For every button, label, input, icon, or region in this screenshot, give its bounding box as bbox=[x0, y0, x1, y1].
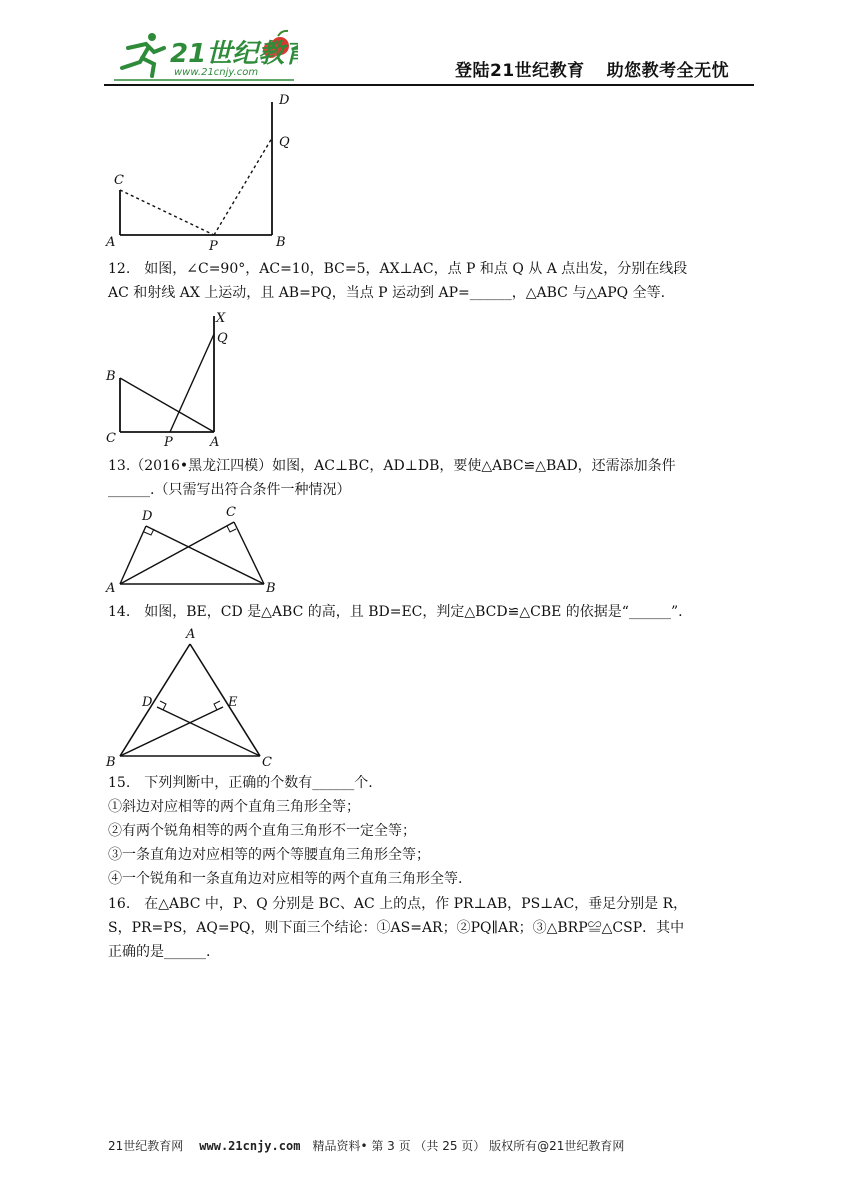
page-footer bbox=[108, 1137, 624, 1154]
q12-line2: AC 和射线 AX 上运动，且 AB=PQ，当点 P 运动到 AP=______，△ABC 与△APQ 全等. bbox=[108, 285, 666, 301]
label-B: B bbox=[106, 755, 116, 770]
segment-AC bbox=[120, 522, 234, 584]
segment-CB bbox=[234, 522, 264, 584]
q16-line1: 16. 在△ABC 中，P、Q 分别是 BC、AC 上的点，作 PR⊥AB，PS⊥AC，垂足分别是 R， bbox=[108, 896, 688, 912]
q13-line2: ______.（只需写出符合条件一种情况） bbox=[108, 482, 351, 498]
q16-line3: 正确的是______. bbox=[108, 944, 211, 960]
segment-DB bbox=[146, 526, 264, 584]
q15-item3: ③一条直角边对应相等的两个等腰直角三角形全等； bbox=[108, 847, 430, 863]
footer-right: 精品资料• 第 3 页 （共 25 页） 版权所有@21世纪教育网 bbox=[312, 1139, 625, 1153]
q13-line1: 13.（2016•黑龙江四模）如图，AC⊥BC，AD⊥DB，要使△ABC≌△BAD，还需添加条件 bbox=[108, 458, 676, 474]
header-divider bbox=[104, 84, 754, 86]
header-slogan bbox=[455, 56, 729, 81]
label-B: B bbox=[106, 369, 116, 384]
right-angle-mark-C bbox=[227, 526, 236, 532]
label-C: C bbox=[114, 173, 124, 188]
label-A: A bbox=[106, 235, 116, 250]
label-A: A bbox=[210, 435, 220, 448]
q16-line2: S，PR=PS，AQ=PQ，则下面三个结论：①AS=AR；②PQ∥AR；③△BRP≌△CSP．其中 bbox=[108, 920, 685, 936]
q14-line1: 14. 如图，BE，CD 是△ABC 的高，且 BD=EC，判定△BCD≌△CBE 的依据是“______”. bbox=[108, 604, 683, 620]
segment-CP bbox=[120, 190, 214, 235]
q15-line1: 15. 下列判断中，正确的个数有______个. bbox=[108, 775, 373, 791]
q15-item4: ④一个锐角和一条直角边对应相等的两个直角三角形全等. bbox=[108, 871, 463, 887]
segment-PQ bbox=[170, 334, 214, 432]
label-D: D bbox=[279, 93, 290, 108]
slogan-right: 助您教考全无忧 bbox=[606, 61, 730, 81]
label-D: D bbox=[142, 509, 153, 524]
slogan-left: 登陆21世纪教育 bbox=[455, 61, 585, 81]
label-P: P bbox=[209, 239, 218, 252]
label-A: A bbox=[106, 581, 116, 596]
figure-q11 bbox=[100, 88, 300, 252]
q15-item2: ②有两个锐角相等的两个直角三角形不一定全等； bbox=[108, 823, 416, 839]
label-B: B bbox=[266, 581, 276, 596]
site-logo bbox=[108, 28, 298, 82]
label-Q: Q bbox=[217, 331, 228, 346]
label-Q: Q bbox=[279, 135, 290, 150]
figure-q12 bbox=[100, 308, 240, 448]
q12-line1: 12. 如图，∠C=90°，AC=10，BC=5，AX⊥AC，点 P 和点 Q 从 A 点出发，分别在线段 bbox=[108, 261, 688, 277]
label-C: C bbox=[226, 505, 236, 520]
segment-AB bbox=[120, 378, 214, 432]
label-C: C bbox=[106, 431, 116, 446]
label-D: D bbox=[142, 695, 153, 710]
segment-PQ bbox=[214, 138, 272, 235]
label-B: B bbox=[276, 235, 286, 250]
figure-q14 bbox=[100, 622, 290, 770]
footer-site-link[interactable]: www.21cnjy.com bbox=[199, 1139, 301, 1153]
logo-text: 21世纪教育 bbox=[170, 39, 298, 69]
figure-q13 bbox=[100, 502, 290, 596]
running-figure-icon bbox=[122, 33, 164, 76]
label-C: C bbox=[262, 755, 272, 770]
label-X: X bbox=[216, 311, 226, 326]
label-E: E bbox=[228, 695, 238, 710]
q15-item1: ①斜边对应相等的两个直角三角形全等； bbox=[108, 799, 360, 815]
label-A: A bbox=[186, 627, 196, 642]
footer-left: 21世纪教育网 bbox=[108, 1139, 184, 1153]
label-P: P bbox=[164, 435, 173, 448]
logo-url: www.21cnjy.com bbox=[174, 67, 259, 78]
segment-AD bbox=[120, 526, 146, 584]
